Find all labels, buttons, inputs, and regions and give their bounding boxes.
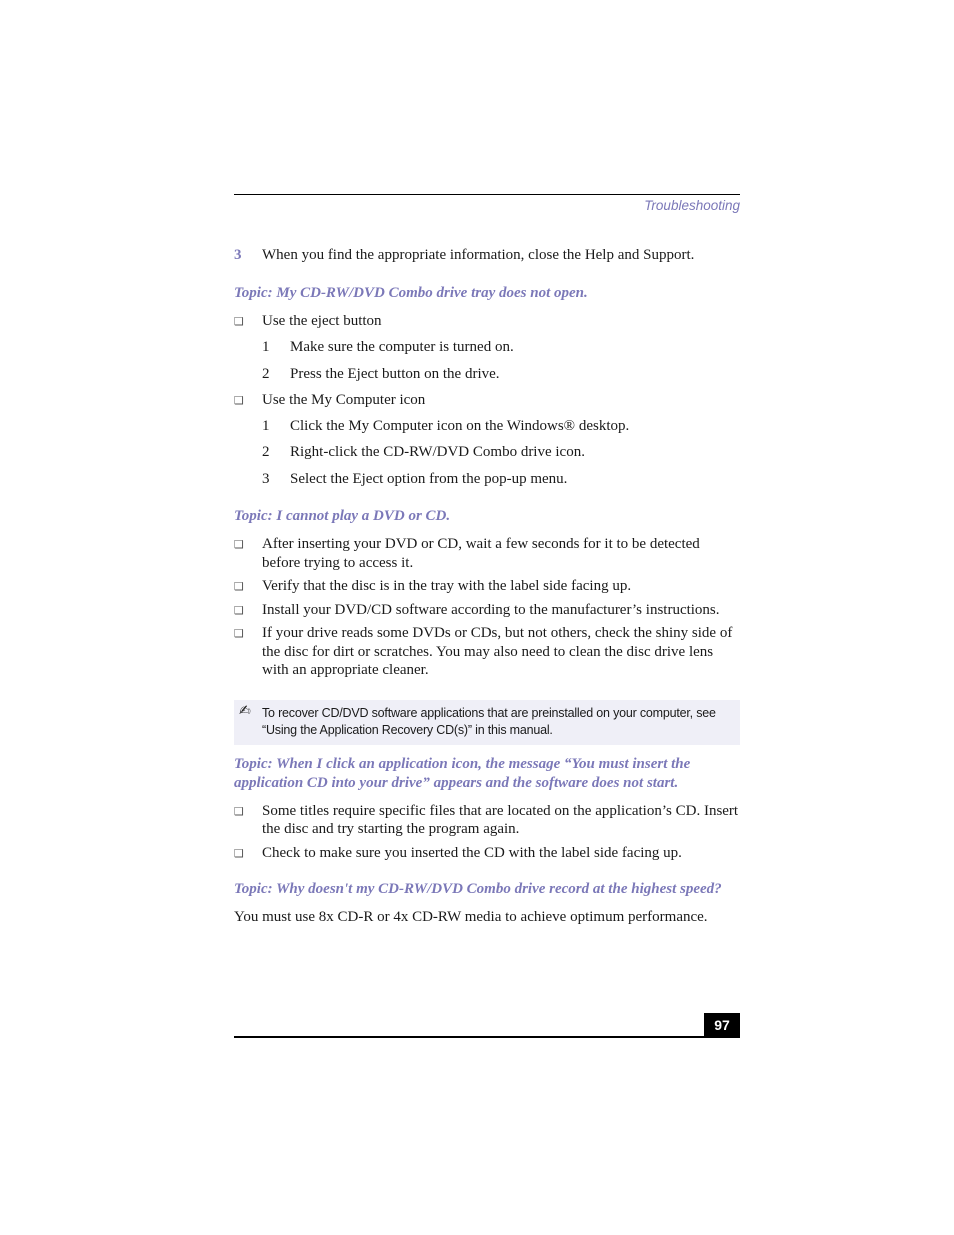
list-item (234, 624, 740, 680)
body-paragraph: You must use 8x CD-R or 4x CD-RW media to achieve optimum performance. (234, 909, 708, 925)
list-item-text: Check to make sure you inserted the CD with the label side facing up. (262, 844, 682, 861)
list-item (234, 312, 740, 331)
list-item-text: Install your DVD/CD software according to the manufacturer’s instructions. (262, 601, 720, 618)
list-item-text: Verify that the disc is in the tray with the label side facing up. (262, 578, 632, 594)
checkbox-bullet-icon: ❑ (234, 603, 244, 617)
substep (234, 470, 740, 489)
topic-heading: Topic: I cannot play a DVD or CD. (234, 508, 451, 524)
checkbox-bullet-icon: ❑ (234, 804, 244, 818)
topic-heading: Topic: Why doesn't my CD-RW/DVD Combo drive record at the highest speed? (234, 881, 722, 897)
substep-number: 2 (262, 365, 270, 382)
list-item-text: After inserting your DVD or CD, wait a few seconds for it to be detected before trying to access it. (262, 536, 700, 571)
list-item-text: Use the My Computer icon (262, 391, 426, 408)
page-number: 97 (704, 1013, 740, 1037)
step-text: When you find the appropriate information, close the Help and Support. (262, 247, 695, 263)
list-item-text: If your drive reads some DVDs or CDs, but not others, check the shiny side of the disc for dirt or scratches. You may also need to clean the disc drive lens with an appropriate cleaner. (262, 625, 733, 678)
substep-text: Click the My Computer icon on the Windows® desktop. (290, 418, 630, 434)
substep-number: 2 (262, 444, 270, 460)
topic-heading: Topic: When I click an application icon, the message “You must insert the application CD into your drive” appears and the software does not start. (234, 755, 691, 791)
substep-number: 1 (262, 338, 270, 355)
substep (234, 417, 740, 436)
document-page (234, 0, 740, 1235)
substep-number: 1 (262, 418, 270, 434)
list-item (234, 577, 740, 596)
step-number: 3 (234, 247, 242, 263)
footer-rule (234, 1036, 740, 1038)
substep-text: Select the Eject option from the pop-up menu. (290, 471, 568, 487)
intro-step (234, 246, 740, 265)
list-item-text: Some titles require specific files that are located on the application’s CD. Insert the disc and try starting the program again. (262, 802, 739, 837)
substep (234, 365, 740, 384)
checkbox-bullet-icon: ❑ (234, 627, 244, 640)
page-content (234, 246, 740, 927)
substep-text: Right-click the CD-RW/DVD Combo drive icon. (290, 444, 585, 460)
section-title: Troubleshooting (644, 198, 740, 213)
note-text: To recover CD/DVD software applications that are preinstalled on your computer, see “Using the Application Recovery CD(s)” in this manual. (262, 705, 716, 737)
substep-number: 3 (262, 471, 270, 487)
substep-text: Make sure the computer is turned on. (290, 338, 514, 355)
substep (234, 338, 740, 357)
topic-heading: Topic: My CD-RW/DVD Combo drive tray does not open. (234, 285, 588, 301)
pencil-note-icon: ✍ (239, 702, 251, 719)
header-rule (234, 194, 740, 195)
substep-text: Press the Eject button on the drive. (290, 365, 500, 382)
checkbox-bullet-icon: ❑ (234, 538, 244, 551)
substep (234, 443, 740, 462)
checkbox-bullet-icon: ❑ (234, 393, 244, 407)
list-item (234, 844, 740, 863)
checkbox-bullet-icon: ❑ (234, 315, 244, 328)
list-item-text: Use the eject button (262, 313, 382, 329)
checkbox-bullet-icon: ❑ (234, 580, 244, 593)
list-item (234, 802, 740, 839)
list-item (234, 391, 740, 410)
checkbox-bullet-icon: ❑ (234, 846, 244, 860)
list-item (234, 601, 740, 620)
note-box (234, 700, 740, 745)
list-item (234, 535, 740, 572)
